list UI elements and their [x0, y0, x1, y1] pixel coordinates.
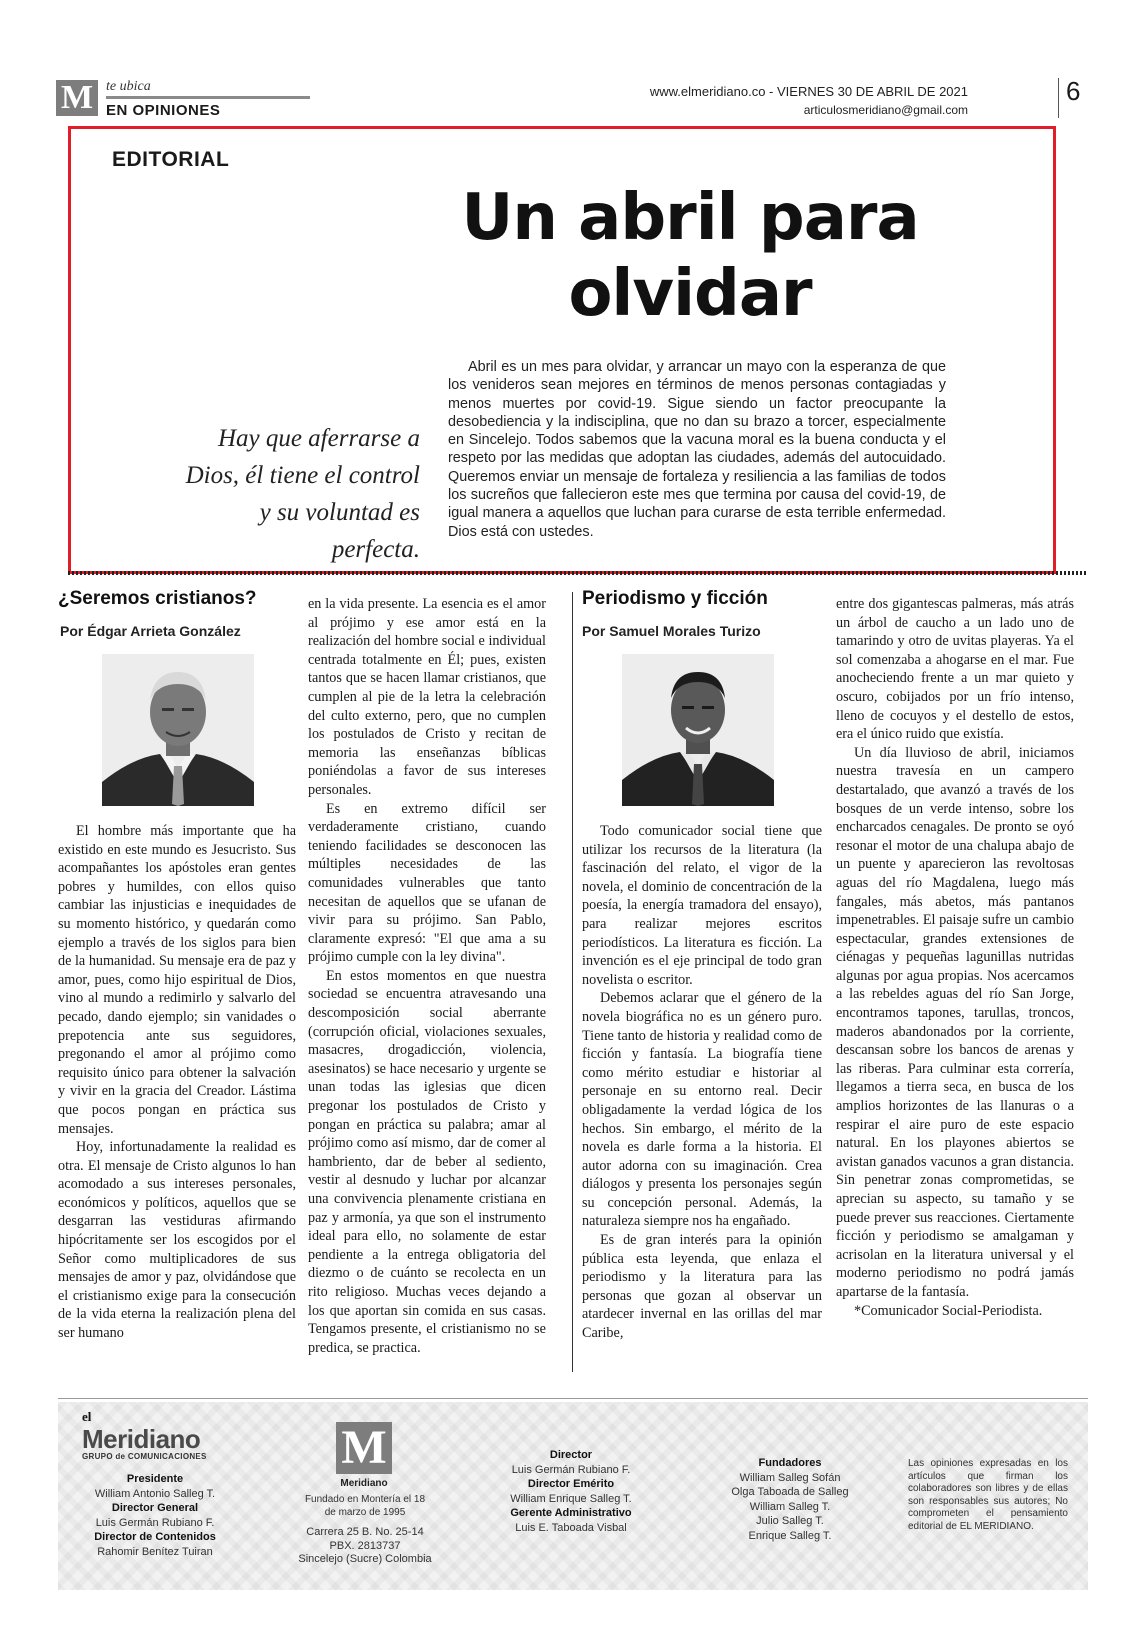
- founded-text: Fundado en Montería el 18 de marzo de 1995: [304, 1494, 426, 1518]
- role-label: Fundadores: [758, 1457, 822, 1469]
- article-2-byline: Por Samuel Morales Turizo: [582, 623, 761, 639]
- portrait-placeholder-icon: [622, 654, 774, 806]
- article-2-paragraph: entre dos gigantescas palmeras, más atrás un árbol de caucho a un lado uno de tamarindo y otro de uvitas playeras. Ya el sol comenzaba a ahogarse en el mar. Fue anocheciendo frente a un mar quieto y oscuro, cobijados por un frío intenso, lleno de cocuyos y el destello de estos, era el único ruido que existía.: [836, 596, 1074, 743]
- article-1-paragraph: en la vida presente. La esencia es el amor al prójimo y ese amor está en la realización del hombre social e individual centrada totalmente en Él; pues, existen tantos que se hacen llamar cristianos, que cumplen al pie de la letra la celebración del culto externo, pero, que no cumplen los postulados de Cristo y recitan de memoria las enseñanzas bíblicas poniéndolas a favor de sus intereses personales.: [308, 596, 546, 798]
- portrait-placeholder-icon: [102, 654, 254, 806]
- article-2-paragraph: Es de gran interés para la opinión pública esta leyenda, que enlaza el periodismo y la literatura para las personas que gozan al observar un atardecer invernal en las orillas del mar Caribe,: [582, 1232, 822, 1342]
- opinion-disclaimer: Las opiniones expresadas en los artículos que firman los colaboradores son libres y de ellas son responsables sus autores; No comprometen el pensamiento editorial de EL MERIDIANO.: [908, 1458, 1068, 1532]
- person-name: Luis Germán Rubiano F.: [511, 1463, 631, 1476]
- founder-name: Enrique Salleg T.: [748, 1529, 832, 1542]
- role-label: Director: [549, 1449, 593, 1461]
- editorial-body: Abril es un mes para olvidar, y arrancar un mayo con la esperanza de que los venideros sean mejores en términos de menos personas contagiadas y menos muertes por covid-19. Sigue siendo un factor preocupante la desobediencia y la indisciplina, que no dan su brazo a torcer, especialmente en Sincelejo. Todos sabemos que la vacuna moral es la buena conducta y el respeto por las medidas que adoptan las ciudades, además del autocuidado. Queremos enviar un mensaje de fortaleza y resiliencia a las familias de todos los sucreños que fallecieron este mes que termina por causa del covid-19, de igual manera a aquellos que luchan para curarse de esta terrible enfermedad. Dios está con ustedes.: [448, 359, 946, 540]
- article-2-author-note: *Comunicador Social-Periodista.: [854, 1302, 1043, 1319]
- role-label: Presidente: [126, 1473, 184, 1485]
- role-label: Gerente Administrativo: [510, 1507, 632, 1519]
- column-divider: [572, 592, 573, 1372]
- author-photo-arrieta: [102, 654, 254, 806]
- role-label: Director Emérito: [527, 1478, 615, 1490]
- role-label: Director General: [111, 1502, 199, 1514]
- article-2-column-1: [582, 822, 822, 1343]
- footer-logo[interactable]: M: [336, 1422, 392, 1474]
- author-photo-morales: [622, 654, 774, 806]
- footer-logo-label: Meridiano: [340, 1478, 388, 1489]
- article-2-paragraph: Un día lluvioso de abril, iniciamos nuestra travesía en un campero destartalado, que avanzó a través de los bosques de un verde intenso, sobre los encharcados cenagales. De pronto se oyó resonar el motor de una chalupa abajo de un puente y aparecieron las revoltosas aguas del río Magdalena, luego más fangales, más abetos, más pantanos impenetrables. El paisaje sufre un cambio espectacular, grandes extensiones de ciénagas y pequeñas lagunillas nutridas algunas por agua propias. Nos acercamos a las rebeldes aguas del río San Jorge, encontramos tapones, tarullas, troncos, maderos abandonados por la corriente, descansan sobre los bancos de arenas y las riberas. Para culminar esta correría, llegamos a tierra seca, en busca de los amplios horizontes de las llanuras o a respirar el aire puro de este espacio natural. En los playones abiertos se avistan ganados vacunos a gran distancia. Sin penetrar zonas comprometidas, se aprecian su aspecto, su tamaño y se puede prever sus reacciones. Ciertamente ficción y periodismo se amalgaman y acrisolan en la literatura universal y el moderno periodismo no podrá jamás apartarse de la fantasía.: [836, 744, 1074, 1300]
- address-city: Sincelejo (Sucre) Colombia: [298, 1553, 432, 1565]
- headline-line-2: olvidar: [568, 257, 812, 331]
- header-rule: [106, 96, 310, 99]
- person-name: William Enrique Salleg T.: [510, 1492, 632, 1505]
- article-1-paragraph: Es en extremo difícil ser verdaderamente cristiano, cuando teniendo facilidades se desconocen las múltiples necesidades de las comunidades vulnerables que tanto necesitan de aquellos que se ufanan de vivir para su prójimo. San Pablo, claramente expresó: "El que ama a su prójimo cumple con la ley divina".: [308, 800, 546, 966]
- site-and-date[interactable]: www.elmeridiano.co - VIERNES 30 DE ABRIL DE 2021: [649, 84, 968, 99]
- page-number: 6: [1066, 76, 1081, 106]
- founder-name: William Salleg Sofán: [739, 1471, 841, 1484]
- article-1-paragraph: Hoy, infortunadamente la realidad es otra. El mensaje de Cristo algunos lo han acomodado a sus intereses personales, económicos y políticos, aquellos que se desgarran las vestiduras afirmando hipócritamente ser los escogidos por el Señor como multiplicadores de sus mensajes de amor y paz, olvidándose que el cristianismo exige para la consecución de la vida eterna la realización plena del ser humano: [58, 1139, 296, 1342]
- section-name: EN OPINIONES: [106, 102, 221, 119]
- person-name: Luis E. Taboada Visbal: [515, 1521, 627, 1534]
- footer-rule: [58, 1398, 1088, 1399]
- editorial-headline: [440, 180, 940, 332]
- header-tagline: te ubica: [106, 79, 151, 94]
- header-logo[interactable]: M: [56, 80, 98, 116]
- person-name: Luis Germán Rubiano F.: [95, 1516, 215, 1529]
- brand-subtitle: GRUPO de COMUNICACIONES: [82, 1452, 207, 1461]
- founder-name: Julio Salleg T.: [756, 1515, 824, 1527]
- article-1-byline: Por Édgar Arrieta González: [60, 623, 241, 639]
- article-1-paragraph: El hombre más importante que ha existido en este mundo es Jesucristo. Sus acompañantes los apóstoles eran gentes pobres y humildes, con ellos quiso cambiar las injusticias e inequidades de su momento histórico, y quedarán como ejemplo a través de los siglos para bien de la humanidad. Su mensaje era de paz y amor, pues, como hijo espiritual de Dios, vino al mundo a redimirlo y salvarlo del pecado, dando ejemplo; sin vanidades o prepotencia ante sus seguidores, pregonando el amor al prójimo como requisito único para obtener la salvación y vivir en la gracia del Creador. Lástima que pocos pongan en práctica sus mensajes.: [58, 823, 296, 1137]
- pull-quote: Hay que aferrarse a Dios, él tiene el control y su voluntad es perfecta.: [185, 425, 420, 563]
- role-label: Director de Contenidos: [94, 1531, 216, 1543]
- brand-name: Meridiano: [82, 1424, 201, 1454]
- page-number-divider: [1058, 78, 1059, 118]
- address-block: [290, 1526, 440, 1567]
- article-2-column-2: [836, 595, 1074, 1320]
- article-2-paragraph: Todo comunicador social tiene que utilizar los recursos de la literatura (la fascinación del relato, el vigor de la novela, el dominio de concentración de la poesía, la energía tramadora del ensayo), para realizar mejores escritos periodísticos. La literatura es ficción. La invención es el eje principal de todo gran novelista o escritor.: [582, 823, 822, 988]
- address-phone: PBX. 2813737: [329, 1539, 401, 1552]
- article-2-title: Periodismo y ficción: [582, 588, 768, 609]
- masthead-executives: [70, 1472, 240, 1559]
- person-name: Rahomir Benítez Tuiran: [97, 1545, 213, 1558]
- article-1-paragraph: En estos momentos en que nuestra sociedad se encuentra atravesando una descomposición social aberrante (corrupción oficial, violaciones sexuales, masacres, drogadicción, violencia, asesinatos) se hace necesario y urgente se unan todas las iglesias que dicen pregonar los postulados de Cristo y pongan en práctica su palabra; amar al prójimo como así mismo, dar de comer al hambriento, dar de beber al sediento, vestir al desnudo y luchar por alcanzar una convivencia plenamente cristiana en paz y armonía, ya que son el instrumento ideal para ello, no solamente de estar pendiente a la entrega obligatoria del diezmo o de cuánto se recolecta en un rito religioso. Muchas veces dejando a los que aportan sin comida en sus casas. Tengamos presente, el cristianismo no se predica, se practica.: [308, 967, 546, 1356]
- editorial-label: EDITORIAL: [112, 148, 230, 171]
- founder-name: Olga Taboada de Salleg: [731, 1486, 849, 1498]
- person-name: William Antonio Salleg T.: [94, 1487, 216, 1500]
- section-dotted-rule: [68, 571, 1088, 575]
- article-1-title: ¿Seremos cristianos?: [58, 588, 257, 609]
- brand-el: el: [82, 1409, 92, 1424]
- founding-info: [300, 1494, 430, 1519]
- meridiano-group-wordmark[interactable]: [82, 1408, 207, 1461]
- masthead-founders: [712, 1456, 868, 1543]
- address-street: Carrera 25 B. No. 25-14: [306, 1526, 424, 1538]
- article-2-paragraph: Debemos aclarar que el género de la novela biográfica no es un género puro. Tiene tanto de historia y realidad como de ficción y fantasía. La biografía tiene como mérito estudiar e historiar al personaje en su entorno real. Decir obligadamente la verdad lógica de los hechos. Sin embargo, el mérito de la novela es darle forma a la historia. El autor adorna con su imaginación. Crea diálogos y presenta los personajes según su concepción personal. Además, la naturaleza siempre nos ha engañado.: [582, 990, 822, 1230]
- article-1-column-2: [308, 595, 546, 1357]
- headline-line-1: Un abril para: [461, 181, 919, 255]
- founder-name: William Salleg T.: [749, 1500, 831, 1513]
- contact-email[interactable]: articulosmeridiano@gmail.com: [803, 103, 968, 117]
- article-1-column-1: [58, 822, 296, 1343]
- masthead-directors: [486, 1448, 656, 1535]
